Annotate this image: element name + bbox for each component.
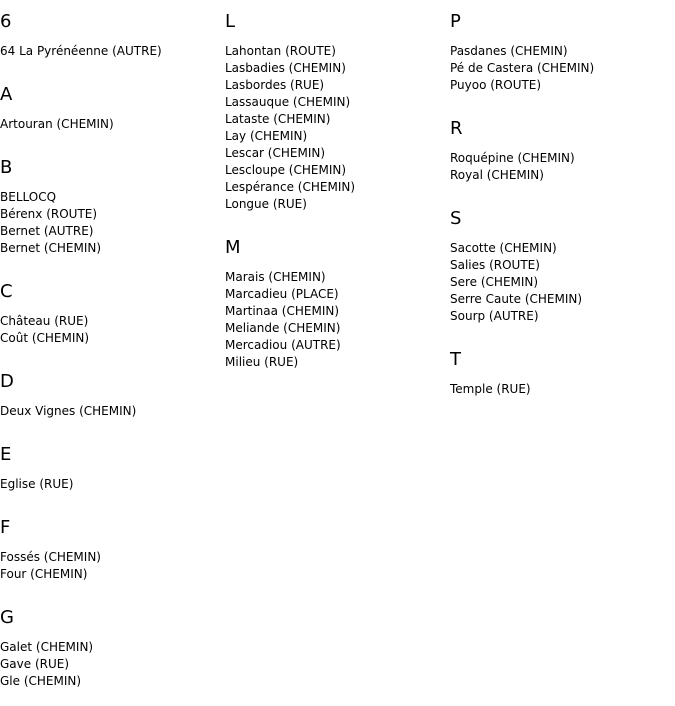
- index-column-2: [225, 0, 450, 384]
- street-link[interactable]: Lescar (CHEMIN): [225, 146, 326, 160]
- letter-heading: 6: [0, 11, 12, 32]
- letter-heading: P: [450, 11, 461, 32]
- street-list: [0, 304, 225, 360]
- letter-group: [0, 270, 225, 360]
- street-list: [0, 107, 225, 146]
- index-column-1: [0, 0, 225, 703]
- letter-group: [450, 0, 675, 107]
- letter-heading: S: [450, 208, 462, 229]
- street-link[interactable]: Galet (CHEMIN): [0, 640, 94, 654]
- letter-heading: B: [0, 157, 13, 178]
- street-list: [0, 34, 225, 73]
- street-link[interactable]: Lespérance (CHEMIN): [225, 180, 356, 194]
- letter-group: [450, 197, 675, 338]
- street-link[interactable]: Château (RUE): [0, 314, 89, 328]
- street-link[interactable]: Puyoo (ROUTE): [450, 78, 542, 92]
- street-link[interactable]: Pasdanes (CHEMIN): [450, 44, 568, 58]
- street-link[interactable]: Sere (CHEMIN): [450, 275, 539, 289]
- street-link[interactable]: Lasbadies (CHEMIN): [225, 61, 346, 75]
- street-list: [450, 141, 675, 197]
- letter-heading: T: [450, 349, 461, 370]
- street-link[interactable]: Bernet (CHEMIN): [0, 241, 102, 255]
- letter-heading: C: [0, 281, 13, 302]
- street-link[interactable]: Lay (CHEMIN): [225, 129, 308, 143]
- letter-heading: L: [225, 11, 236, 32]
- street-link[interactable]: Fossés (CHEMIN): [0, 550, 101, 564]
- street-list: [450, 231, 675, 338]
- street-list: [0, 630, 225, 703]
- street-link[interactable]: Lataste (CHEMIN): [225, 112, 331, 126]
- street-list: [450, 372, 675, 411]
- street-list: [0, 180, 225, 270]
- letter-group: [450, 338, 675, 411]
- street-link[interactable]: Meliande (CHEMIN): [225, 321, 341, 335]
- letter-group: [0, 360, 225, 433]
- street-link[interactable]: Marais (CHEMIN): [225, 270, 326, 284]
- street-list: [225, 34, 450, 226]
- letter-group: [0, 433, 225, 506]
- street-link[interactable]: Salies (ROUTE): [450, 258, 540, 272]
- letter-group: [225, 226, 450, 384]
- street-link[interactable]: Mercadiou (AUTRE): [225, 338, 341, 352]
- letter-heading: G: [0, 607, 14, 628]
- letter-group: [225, 0, 450, 226]
- street-list: [0, 540, 225, 596]
- street-list: [0, 467, 225, 506]
- street-link[interactable]: Milieu (RUE): [225, 355, 299, 369]
- letter-group: [0, 146, 225, 270]
- street-list: [0, 394, 225, 433]
- street-link[interactable]: Lahontan (ROUTE): [225, 44, 336, 58]
- street-link[interactable]: BELLOCQ: [0, 190, 57, 204]
- street-link[interactable]: Marcadieu (PLACE): [225, 287, 339, 301]
- letter-heading: F: [0, 517, 11, 538]
- street-link[interactable]: Roquépine (CHEMIN): [450, 151, 575, 165]
- street-link[interactable]: Temple (RUE): [450, 382, 531, 396]
- street-link[interactable]: Gle (CHEMIN): [0, 674, 82, 688]
- street-link[interactable]: Martinaa (CHEMIN): [225, 304, 340, 318]
- letter-heading: R: [450, 118, 463, 139]
- street-link[interactable]: Lassauque (CHEMIN): [225, 95, 351, 109]
- letter-heading: E: [0, 444, 12, 465]
- street-link[interactable]: Lasbordes (RUE): [225, 78, 325, 92]
- letter-group: [0, 596, 225, 703]
- street-link[interactable]: Four (CHEMIN): [0, 567, 88, 581]
- letter-group: [0, 506, 225, 596]
- street-link[interactable]: Lescloupe (CHEMIN): [225, 163, 347, 177]
- street-link[interactable]: 64 La Pyrénéenne (AUTRE): [0, 44, 162, 58]
- street-link[interactable]: Bernet (AUTRE): [0, 224, 94, 238]
- street-link[interactable]: Longue (RUE): [225, 197, 307, 211]
- street-link[interactable]: Bérenx (ROUTE): [0, 207, 98, 221]
- street-link[interactable]: Artouran (CHEMIN): [0, 117, 114, 131]
- street-link[interactable]: Pé de Castera (CHEMIN): [450, 61, 595, 75]
- letter-heading: M: [225, 237, 241, 258]
- street-list: [450, 34, 675, 107]
- street-link[interactable]: Royal (CHEMIN): [450, 168, 544, 182]
- letter-heading: D: [0, 371, 14, 392]
- street-list: [225, 260, 450, 384]
- street-link[interactable]: Deux Vignes (CHEMIN): [0, 404, 137, 418]
- street-link[interactable]: Sacotte (CHEMIN): [450, 241, 557, 255]
- letter-heading: A: [0, 84, 13, 105]
- street-link[interactable]: Sourp (AUTRE): [450, 309, 539, 323]
- street-link[interactable]: Eglise (RUE): [0, 477, 74, 491]
- street-link[interactable]: Gave (RUE): [0, 657, 70, 671]
- letter-group: [450, 107, 675, 197]
- index-column-3: [450, 0, 675, 411]
- street-link[interactable]: Coût (CHEMIN): [0, 331, 90, 345]
- letter-group: [0, 0, 225, 73]
- letter-group: [0, 73, 225, 146]
- street-link[interactable]: Serre Caute (CHEMIN): [450, 292, 583, 306]
